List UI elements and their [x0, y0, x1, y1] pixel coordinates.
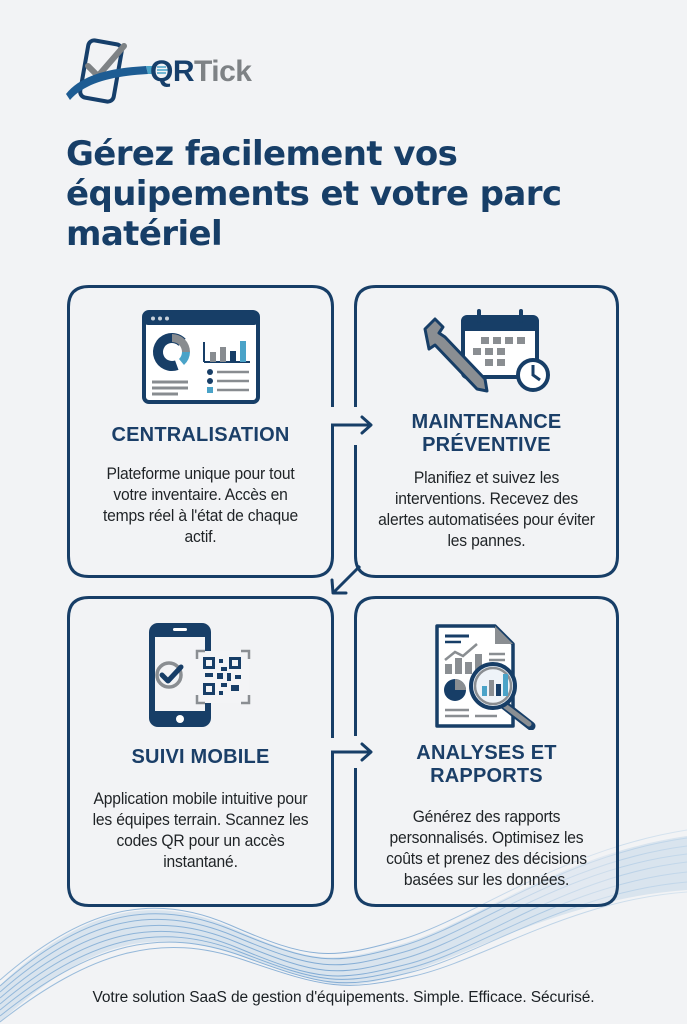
wrench-calendar-clock-icon — [421, 307, 553, 395]
card-title: SUIVI MOBILE — [131, 746, 270, 768]
page-headline: Gérez facilement vos équipements et votre parc matériel — [66, 134, 562, 254]
arrow-right-icon — [330, 412, 378, 436]
card-title: ANALYSES ET RAPPORTS — [416, 742, 557, 787]
card-title: CENTRALISATION — [111, 424, 290, 446]
card-description: Plateforme unique pour tout votre inventaire. Accès en temps réel à l'état de chaque actif. — [102, 464, 299, 546]
card-description: Générez des rapports personnalisés. Optimisez les coûts et prenez des décisions basées sur les données. — [386, 807, 587, 889]
dashboard-window-icon — [142, 310, 260, 404]
card-description: Application mobile intuitive pour les équipes terrain. Scannez les codes QR pour un accès instantané. — [92, 789, 309, 871]
report-magnifier-icon — [431, 622, 543, 730]
brand-name-qr: QR — [150, 55, 194, 88]
feature-card-analytics — [354, 596, 619, 907]
feature-card-centralisation — [67, 285, 334, 578]
card-title: MAINTENANCE PRÉVENTIVE — [411, 411, 562, 456]
feature-card-maintenance — [354, 285, 619, 578]
footer-tagline: Votre solution SaaS de gestion d'équipements. Simple. Efficace. Sécurisé. — [92, 989, 595, 1006]
arrow-down-left-icon — [326, 560, 366, 600]
phone-qr-scan-icon — [145, 621, 257, 729]
brand-name-tick: Tick — [194, 55, 252, 88]
brand-name — [150, 55, 252, 89]
arrow-right-icon — [330, 733, 378, 765]
card-description: Planifiez et suivez les interventions. Recevez des alertes automatisées pour éviter les pannes. — [378, 468, 595, 550]
feature-card-mobile — [67, 596, 334, 907]
